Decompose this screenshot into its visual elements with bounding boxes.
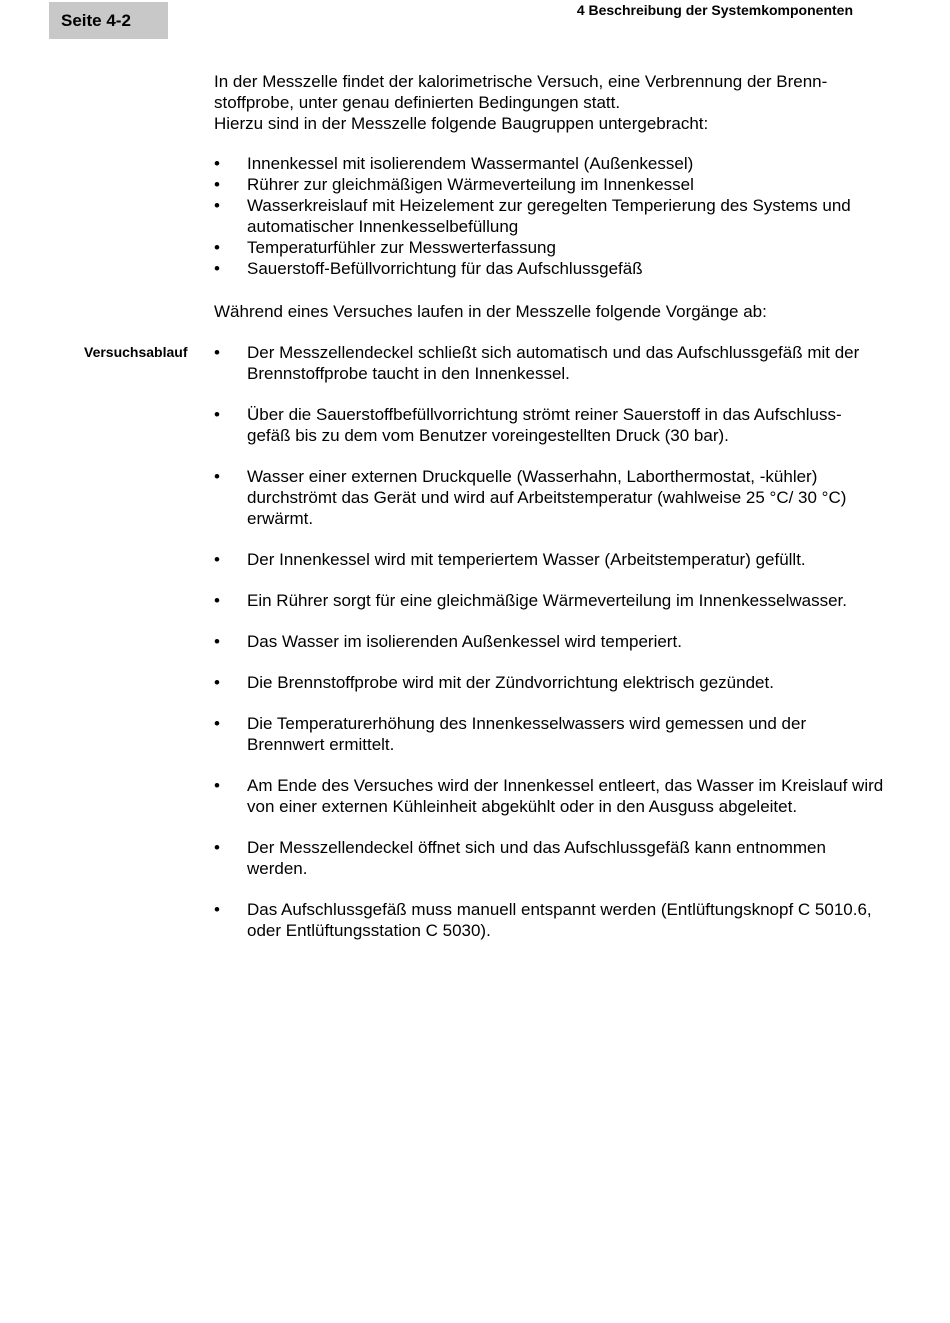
intro-line-2: stoffprobe, unter genau definierten Bedingungen statt. bbox=[214, 93, 621, 112]
list-item bbox=[214, 174, 884, 195]
list-item bbox=[214, 153, 884, 174]
chapter-title: 4 Beschreibung der Systemkomponenten bbox=[576, 2, 853, 18]
page-number-label bbox=[49, 2, 168, 39]
list-item-text: Ein Rührer sorgt für eine gleichmäßige Wärmeverteilung im Innenkesselwasser. bbox=[247, 591, 847, 610]
list-item bbox=[214, 590, 884, 611]
list-item-text: Über die Sauerstoffbefüllvorrichtung strömt reiner Sauerstoff in das Aufschluss-gefäß bis zu dem vom Benutzer voreingestellten Druck (30 bar). bbox=[247, 405, 842, 445]
list-item bbox=[214, 195, 884, 237]
list-item bbox=[214, 342, 884, 384]
bullet-icon: • bbox=[214, 673, 220, 692]
bullet-icon: • bbox=[214, 154, 220, 173]
list-item-text: Die Brennstoffprobe wird mit der Zündvorrichtung elektrisch gezündet. bbox=[247, 673, 774, 692]
list-item bbox=[214, 672, 884, 693]
list-item bbox=[214, 899, 884, 941]
bullet-icon: • bbox=[214, 632, 220, 651]
bullet-icon: • bbox=[214, 196, 220, 215]
bullet-icon: • bbox=[214, 175, 220, 194]
list-item bbox=[214, 837, 884, 879]
bullet-icon: • bbox=[214, 838, 220, 857]
list-item-text: Innenkessel mit isolierendem Wassermantel (Außenkessel) bbox=[247, 154, 694, 173]
list-item bbox=[214, 258, 884, 279]
list-item-text: Das Aufschlussgefäß muss manuell entspannt werden (Entlüftungsknopf C 5010.6, oder Entlüftungsstation C 5030). bbox=[247, 900, 872, 940]
list-item-text: Der Messzellendeckel öffnet sich und das Aufschlussgefäß kann entnommen werden. bbox=[247, 838, 826, 878]
list-item-text: Wasser einer externen Druckquelle (Wasserhahn, Laborthermostat, -kühler) durchströmt das Gerät und wird auf Arbeitstemperatur (wahlweise 25 °C/ 30 °C) erwärmt. bbox=[247, 467, 847, 528]
list-item bbox=[214, 404, 884, 446]
bullet-icon: • bbox=[214, 405, 220, 424]
list-item bbox=[214, 466, 884, 529]
bullet-icon: • bbox=[214, 467, 220, 486]
list-item-text: Der Innenkessel wird mit temperiertem Wasser (Arbeitstemperatur) gefüllt. bbox=[247, 550, 806, 569]
side-label-versuchsablauf: Versuchsablauf bbox=[84, 344, 188, 360]
list-item-text: Rührer zur gleichmäßigen Wärmeverteilung im Innenkessel bbox=[247, 175, 694, 194]
bullet-icon: • bbox=[214, 259, 220, 278]
bullet-icon: • bbox=[214, 776, 220, 795]
list-item bbox=[214, 549, 884, 570]
list-item-text: Temperaturfühler zur Messwerterfassung bbox=[247, 238, 556, 257]
list-item-text: Sauerstoff-Befüllvorrichtung für das Aufschlussgefäß bbox=[247, 259, 643, 278]
list-item bbox=[214, 775, 884, 817]
intro-paragraph-2: Hierzu sind in der Messzelle folgende Baugruppen untergebracht: bbox=[214, 114, 709, 133]
list-item-text: Das Wasser im isolierenden Außenkessel wird temperiert. bbox=[247, 632, 682, 651]
procedure-list bbox=[214, 342, 884, 961]
procedure-intro: Während eines Versuches laufen in der Messzelle folgende Vorgänge ab: bbox=[214, 302, 767, 321]
bullet-icon: • bbox=[214, 343, 220, 362]
list-item bbox=[214, 713, 884, 755]
bullet-icon: • bbox=[214, 238, 220, 257]
bullet-icon: • bbox=[214, 550, 220, 569]
page-number-text: Seite 4-2 bbox=[61, 10, 131, 30]
list-item-text: Der Messzellendeckel schließt sich automatisch und das Aufschlussgefäß mit der Brennstoffprobe taucht in den Innenkessel. bbox=[247, 343, 860, 383]
list-item-text: Am Ende des Versuches wird der Innenkessel entleert, das Wasser im Kreislauf wird von einer externen Kühleinheit abgekühlt oder in den Ausguss abgeleitet. bbox=[247, 776, 884, 816]
bullet-icon: • bbox=[214, 900, 220, 919]
components-list bbox=[214, 153, 884, 279]
bullet-icon: • bbox=[214, 714, 220, 733]
bullet-icon: • bbox=[214, 591, 220, 610]
intro-paragraph bbox=[214, 71, 894, 113]
intro-section bbox=[214, 71, 894, 134]
list-item bbox=[214, 237, 884, 258]
list-item-text: Wasserkreislauf mit Heizelement zur geregelten Temperierung des Systems und automatischer Innenkesselbefüllung bbox=[247, 196, 851, 236]
intro-line-1: In der Messzelle findet der kalorimetrische Versuch, eine Verbrennung der Brenn- bbox=[214, 72, 828, 91]
list-item-text: Die Temperaturerhöhung des Innenkesselwassers wird gemessen und der Brennwert ermittelt. bbox=[247, 714, 807, 754]
list-item bbox=[214, 631, 884, 652]
